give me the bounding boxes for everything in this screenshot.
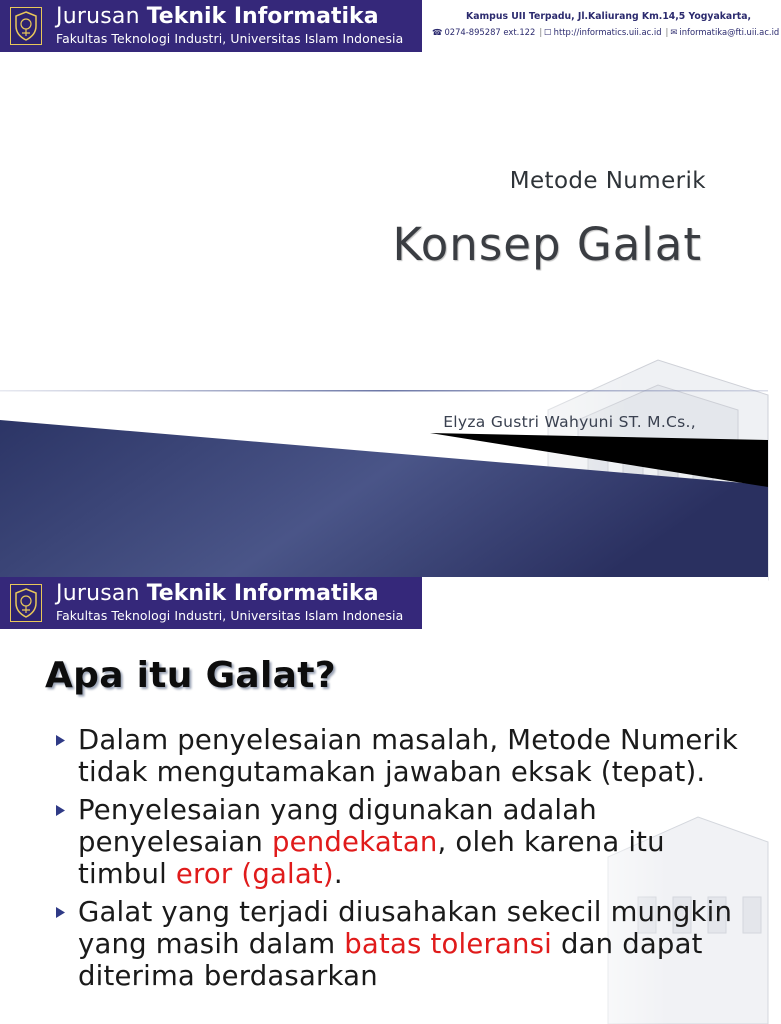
bullet-text: dan dapat diterima berdasarkan xyxy=(78,928,703,992)
faculty-subtitle: Fakultas Teknologi Industri, Universitas Islam Indonesia xyxy=(56,608,404,624)
bullet-text: Penyelesaian yang digunakan adalah penyelesaian xyxy=(78,794,597,858)
bullet-text: Dalam penyelesaian masalah, Metode Numerik tidak mengutamakan jawaban eksak (tepat). xyxy=(78,724,739,788)
author-name: Elyza Gustri Wahyuni ST. M.Cs., xyxy=(443,413,696,431)
contact-email: informatika@fti.uii.ac.id xyxy=(679,27,780,37)
department-title xyxy=(56,583,403,605)
department-title-bold: Teknik Informatika xyxy=(146,4,379,30)
contact-details xyxy=(432,27,781,37)
header-banner xyxy=(0,577,422,629)
bullet-text: Galat yang terjadi diusahakan sekecil mungkin yang masih dalam xyxy=(78,896,733,960)
department-title-light: Jurusan xyxy=(56,581,140,607)
contact-info xyxy=(430,0,780,52)
bullet-text: . xyxy=(333,858,343,890)
slide-heading: Apa itu Galat? xyxy=(45,655,336,696)
contact-web: http://informatics.uii.ac.id xyxy=(553,27,662,37)
separator: | xyxy=(539,27,543,37)
contact-address: Kampus UII Terpadu, Jl.Kaliurang Km.14,5 Yogyakarta, xyxy=(466,11,752,22)
course-subtitle: Metode Numerik xyxy=(509,168,706,194)
list-item xyxy=(56,724,746,788)
header-banner xyxy=(0,0,422,52)
bullet-text: , oleh karena itu timbul xyxy=(78,826,665,890)
department-title-bold: Teknik Informatika xyxy=(146,581,379,607)
web-icon: ☐ xyxy=(544,27,552,37)
arrow-right-icon xyxy=(56,794,68,826)
university-crest-icon xyxy=(10,584,42,622)
separator: | xyxy=(665,27,669,37)
list-item xyxy=(56,794,746,890)
list-item xyxy=(56,896,746,992)
university-crest-icon xyxy=(10,7,42,45)
content-slide xyxy=(0,577,768,1024)
arrow-right-icon xyxy=(56,896,68,928)
email-icon: ✉ xyxy=(670,27,678,37)
department-title-light: Jurusan xyxy=(56,4,140,30)
contact-phone: 0274-895287 ext.122 xyxy=(444,27,536,37)
arrow-right-icon xyxy=(56,724,68,756)
phone-icon: ☎ xyxy=(432,27,443,37)
highlighted-term: eror (galat) xyxy=(175,858,334,890)
highlighted-term: batas toleransi xyxy=(344,928,552,960)
department-title xyxy=(56,6,403,28)
bullet-list xyxy=(56,724,746,998)
faculty-subtitle: Fakultas Teknologi Industri, Universitas Islam Indonesia xyxy=(56,31,404,47)
highlighted-term: pendekatan xyxy=(272,826,438,858)
slide-title: Konsep Galat xyxy=(392,218,702,271)
